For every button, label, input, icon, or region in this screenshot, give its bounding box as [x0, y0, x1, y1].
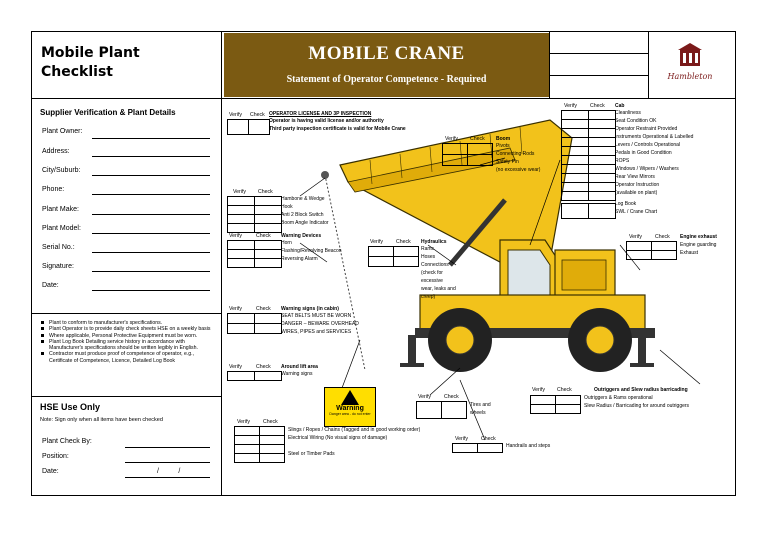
verify-box[interactable] — [235, 454, 260, 463]
verify-header: Verify — [233, 189, 246, 195]
verify-header: Verify — [229, 233, 242, 239]
license-item: Operator is having valid license and/or authority — [269, 118, 384, 124]
note-item: Plant Log Book Detailing service history in accordance with Manufacturer's specifications should be written legibly in English. — [49, 339, 217, 352]
hambone-item: Boom Angle Indicator — [281, 220, 329, 226]
warning-sign — [324, 387, 376, 427]
check-box[interactable] — [260, 454, 285, 463]
tyres-item: Tires and — [470, 402, 491, 408]
check-box[interactable] — [260, 445, 285, 454]
check-box[interactable] — [589, 120, 616, 129]
license-item: Third party inspection certificate is valid for Mobile Crane — [269, 126, 406, 132]
verify-box[interactable] — [235, 436, 260, 445]
cab-item: Rear View Mirrors — [615, 174, 655, 180]
cab-item: Operator Instruction — [615, 182, 660, 188]
check-box[interactable] — [589, 138, 616, 147]
check-box[interactable] — [589, 147, 616, 156]
cabin-signs-item: SEAT BELTS MUST BE WORN — [281, 313, 352, 319]
engine-item: Exhaust — [680, 250, 699, 256]
warning-sign-sub: Danger area - do not enter — [329, 412, 371, 416]
check-box[interactable] — [478, 444, 503, 453]
verify-box[interactable] — [562, 174, 589, 183]
check-box[interactable] — [255, 241, 282, 250]
field-label-plant-owner: Plant Owner: — [42, 128, 83, 135]
check-header: Check — [250, 112, 265, 118]
cabin-signs-checkboxes — [227, 313, 282, 334]
check-box[interactable] — [260, 436, 285, 445]
verify-box[interactable] — [562, 129, 589, 138]
slings-checkboxes — [234, 426, 285, 463]
lift-area-checkboxes — [227, 371, 282, 381]
check-box[interactable] — [468, 144, 493, 155]
verify-header: Verify — [229, 364, 242, 370]
check-box[interactable] — [255, 224, 282, 233]
check-header: Check — [256, 233, 271, 239]
check-box[interactable] — [589, 174, 616, 183]
license-heading: OPERATOR LICENSE AND 3P INSPECTION — [269, 111, 372, 117]
field-label-hse-date: Date: — [42, 468, 59, 475]
cab-heading: Cab — [615, 103, 625, 109]
verify-box[interactable] — [562, 156, 589, 165]
check-box[interactable] — [589, 111, 616, 120]
verify-box[interactable] — [228, 224, 255, 233]
check-box[interactable] — [255, 372, 282, 381]
title-line-1: Mobile Plant — [41, 45, 140, 61]
check-box[interactable] — [255, 206, 282, 215]
boom-item: Connecting Rods — [496, 151, 535, 157]
tyres-checkboxes — [416, 401, 467, 419]
check-header: Check — [481, 436, 496, 442]
check-box[interactable] — [589, 129, 616, 138]
lift-area-heading: Around lift area — [281, 364, 318, 370]
verify-box[interactable] — [562, 138, 589, 147]
cab-item: Operator Restraint Provided — [615, 126, 678, 132]
cab-item: Seat Condition OK — [615, 118, 657, 124]
check-box[interactable] — [255, 259, 282, 268]
verify-box[interactable] — [235, 427, 260, 436]
check-box[interactable] — [255, 250, 282, 259]
verify-box[interactable] — [228, 314, 255, 324]
note-item: Where applicable, Personal Protective Equipment must be worn. — [49, 333, 217, 339]
field-label-serial: Serial No.: — [42, 244, 75, 251]
check-header: Check — [258, 189, 273, 195]
verify-header: Verify — [532, 387, 545, 393]
warning-sign-text: Warning — [336, 405, 364, 412]
verify-header: Verify — [229, 306, 242, 312]
verify-box[interactable] — [531, 405, 556, 414]
logo-word: Hambleton — [667, 72, 713, 81]
check-header: Check — [444, 394, 459, 400]
outriggers-item: Outriggers & Rams operational — [584, 395, 653, 401]
field-label-check-by: Plant Check By: — [42, 438, 92, 445]
hydraulics-item: Rams — [421, 246, 435, 252]
verify-box[interactable] — [562, 147, 589, 156]
cab-item: Levers / Controls Operational — [615, 142, 681, 148]
field-label-plant-make: Plant Make: — [42, 206, 79, 213]
banner-title: MOBILE CRANE — [308, 43, 465, 64]
hambone-item: Hook — [281, 204, 293, 210]
engine-checkboxes — [626, 241, 677, 260]
field-label-address: Address: — [42, 148, 70, 155]
warning-devices-item: Reversing Alarm — [281, 256, 318, 262]
verify-box[interactable] — [443, 155, 468, 166]
verify-header: Verify — [455, 436, 468, 442]
verify-header: Verify — [370, 239, 383, 245]
boom-heading: Boom — [496, 136, 511, 142]
hse-note: Note: Sign only when all items have been checked — [40, 417, 163, 423]
verify-box[interactable] — [228, 215, 255, 224]
check-box[interactable] — [255, 215, 282, 224]
check-header: Check — [590, 103, 605, 109]
check-box[interactable] — [394, 247, 419, 257]
warning-triangle-icon — [341, 390, 359, 405]
check-box[interactable] — [260, 427, 285, 436]
verify-box[interactable] — [228, 372, 255, 381]
verify-box[interactable] — [228, 324, 255, 334]
banner-subtitle: Statement of Operator Competence - Required — [286, 74, 487, 85]
cabin-signs-item: DANGER – BEWARE OVERHEAD — [281, 321, 359, 327]
verify-box[interactable] — [369, 247, 394, 257]
verify-box[interactable] — [228, 197, 255, 206]
hydraulics-item: Connections — [421, 262, 449, 268]
check-box[interactable] — [255, 314, 282, 324]
verify-header: Verify — [564, 103, 577, 109]
check-header: Check — [396, 239, 411, 245]
handrails-item: Handrails and steps — [506, 443, 551, 449]
field-label-date: Date: — [42, 282, 59, 289]
check-box[interactable] — [589, 165, 616, 174]
slings-item: Steel or Timber Pads — [288, 451, 335, 457]
verify-box[interactable] — [228, 206, 255, 215]
verify-box[interactable] — [443, 144, 468, 155]
cab-item: Cleanliness — [615, 110, 641, 116]
check-box[interactable] — [652, 251, 677, 260]
boom-item: (no excessive wear) — [496, 167, 541, 173]
slings-item: Slings / Ropes / Chains (Tagged and in good working order) — [288, 427, 421, 433]
engine-item: Engine guarding — [680, 242, 717, 248]
note-item: Contractor must produce proof of competence of operator, e.g., Certificate of Competence, Licence, Detailed Log Book — [49, 351, 217, 364]
check-box[interactable] — [394, 257, 419, 267]
engine-heading: Engine exhaust — [680, 234, 717, 240]
hydraulics-item: wear, leaks and — [421, 286, 456, 292]
handrails-checkboxes — [452, 443, 503, 453]
cab-checkboxes — [561, 110, 616, 201]
verify-box[interactable] — [562, 204, 589, 219]
outriggers-checkboxes — [530, 395, 581, 414]
check-header: Check — [655, 234, 670, 240]
license-checkboxes — [227, 119, 270, 135]
hambone-checkboxes — [227, 196, 282, 233]
cab-logbook-checkboxes — [561, 203, 616, 219]
cab-item: Log Book — [615, 201, 637, 207]
verify-box[interactable] — [228, 250, 255, 259]
field-label-plant-model: Plant Model: — [42, 225, 81, 232]
boom-checkboxes — [442, 143, 493, 166]
verify-header: Verify — [445, 136, 458, 142]
check-header: Check — [256, 306, 271, 312]
outriggers-item: Slew Radius / Barricading for around outriggers — [584, 403, 690, 409]
check-box[interactable] — [468, 155, 493, 166]
hambone-item: Hambone & Wedge — [281, 196, 325, 202]
check-box[interactable] — [249, 120, 270, 135]
check-box[interactable] — [589, 156, 616, 165]
hse-title: HSE Use Only — [40, 402, 101, 412]
check-header: Check — [470, 136, 485, 142]
hydraulics-heading: Hydraulics — [421, 239, 447, 245]
boom-item: Pivots — [496, 143, 510, 149]
verify-header: Verify — [229, 112, 242, 118]
cab-item: Windows / Wipers / Washers — [615, 166, 679, 172]
verify-box[interactable] — [627, 242, 652, 251]
check-box[interactable] — [255, 197, 282, 206]
check-box[interactable] — [589, 183, 616, 192]
verify-header: Verify — [629, 234, 642, 240]
title-line-2: Checklist — [41, 64, 113, 80]
field-label-position: Position: — [42, 453, 69, 460]
warning-devices-checkboxes — [227, 240, 282, 268]
note-item: Plant to conform to manufacturer's specifications. — [49, 320, 217, 326]
check-box[interactable] — [589, 192, 616, 201]
verify-header: Verify — [418, 394, 431, 400]
hydraulics-item: Hoses — [421, 254, 436, 260]
verify-box[interactable] — [369, 257, 394, 267]
cab-item: (available on plant) — [615, 190, 658, 196]
check-box[interactable] — [255, 324, 282, 334]
verify-box[interactable] — [562, 183, 589, 192]
hydraulics-checkboxes — [368, 246, 419, 267]
note-item: Plant Operator is to provide daily check sheets HSE on a weekly basis — [49, 326, 217, 332]
cabin-signs-heading: Warning signs (in cabin) — [281, 306, 339, 312]
verify-box[interactable] — [562, 192, 589, 201]
check-header: Check — [256, 364, 271, 370]
check-box[interactable] — [652, 242, 677, 251]
cab-item: ROPS — [615, 158, 630, 164]
date-separators: / / — [157, 468, 181, 475]
cab-item: SWL / Crane Chart — [615, 209, 658, 215]
field-label-phone: Phone: — [42, 186, 65, 193]
slings-item: Electrical Wiring (No visual signs of damage) — [288, 435, 388, 441]
tyres-item: wheels — [470, 410, 486, 416]
verify-box[interactable] — [562, 111, 589, 120]
lift-area-item: Warning signs — [281, 371, 313, 377]
verify-box[interactable] — [562, 165, 589, 174]
check-box[interactable] — [589, 204, 616, 219]
verify-box[interactable] — [228, 241, 255, 250]
check-header: Check — [263, 419, 278, 425]
verify-box[interactable] — [228, 120, 249, 135]
verify-box[interactable] — [531, 396, 556, 405]
check-header: Check — [557, 387, 572, 393]
boom-item: Safety Pin — [496, 159, 519, 165]
verify-box[interactable] — [453, 444, 478, 453]
verify-box[interactable] — [562, 120, 589, 129]
verify-box[interactable] — [417, 402, 442, 419]
cabin-signs-item: WIRES, PIPES and SERVICES — [281, 329, 352, 335]
check-box[interactable] — [556, 405, 581, 414]
field-label-signature: Signature: — [42, 263, 74, 270]
hydraulics-item: creep) — [421, 294, 436, 300]
supplier-title: Supplier Verification & Plant Details — [40, 108, 176, 117]
hydraulics-item: (check for — [421, 270, 443, 276]
warning-devices-heading: Warning Devices — [281, 233, 322, 239]
hambone-item: Anti 2 Block Switch — [281, 212, 324, 218]
check-box[interactable] — [556, 396, 581, 405]
field-label-city: City/Suburb: — [42, 167, 81, 174]
verify-box[interactable] — [235, 445, 260, 454]
verify-header: Verify — [237, 419, 250, 425]
verify-box[interactable] — [627, 251, 652, 260]
warning-devices-item: Horn — [281, 240, 292, 246]
check-box[interactable] — [442, 402, 467, 419]
warning-devices-item: Flashing/Revolving Beacon — [281, 248, 342, 254]
cab-item: Pedals in Good Condition — [615, 150, 672, 156]
hydraulics-item: excessive — [421, 278, 443, 284]
outriggers-heading: Outriggers and Slew radius barricading — [594, 387, 688, 393]
verify-box[interactable] — [228, 259, 255, 268]
cab-item: Instruments Operational & Labelled — [615, 134, 694, 140]
